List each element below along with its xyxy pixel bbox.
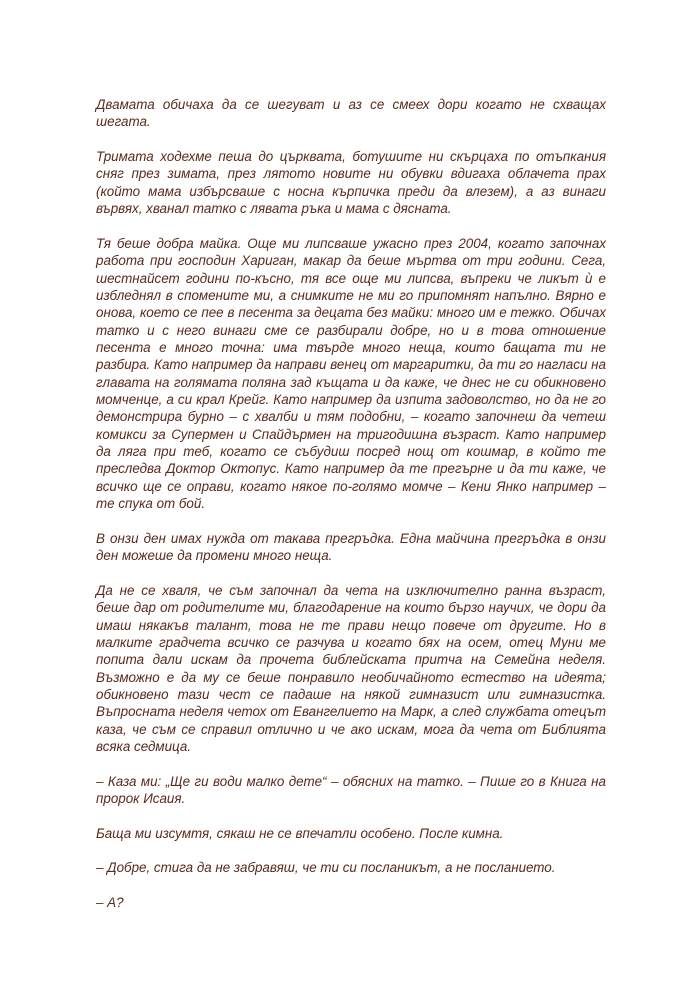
paragraph-1: Двамата обичаха да се шегуват и аз се смеех дори когато не схващах шегата. — [96, 97, 606, 130]
body-text — [96, 96, 606, 929]
paragraph-8: – Добре, стига да не забравяш, че ти си посланикът, а не посланието. — [96, 860, 556, 876]
paragraph-2: Тримата ходехме пеша до църквата, ботушите ни скърцаха по отъпкания сняг през зимата, през лятото новите ни обувки вдигаха облачета прах (който мама избърсваше с носна кърпичка преди да влезем), а аз винаги вървях, хванал татко с лявата ръка и мама с дясната. — [96, 149, 606, 217]
paragraph-7: Баща ми изсумтя, сякаш не се впечатли особено. После кимна. — [96, 825, 504, 841]
paragraph-4: В онзи ден имах нужда от такава прегръдка. Една майчина прегръдка в онзи ден можеше да промени много неща. — [96, 530, 606, 564]
paragraph-5: Да не се хваля, че съм започнал да чета на изключително ранна възраст, беше дар от родителите ми, благодарение на които бързо научих, че дори да имаш някакъв талант, това не те прави нещо повече от другите. Но в малките градчета всичко се разчува и когато бях на осем, отец Муни ме попита дали искам да прочета библейската притча на Семейна неделя. Възможно е да му се беше понравило необичайното естество на идеята; обикновено тази чест се падаше на някой гимназист или гимназистка. Въпросната неделя четох от Евангелието на Марк, а след службата отецът каза, че съм се справил отлично и че ако искам, мога да чета от Библията всяка седмица. — [96, 582, 606, 754]
paragraph-6: – Каза ми: „Ще ги води малко дете“ – обясних на татко. – Пише го в Книга на пророк Исаия. — [96, 773, 606, 806]
paragraph-9: – А? — [96, 895, 124, 911]
paragraph-3: Тя беше добра майка. Още ми липсваше ужасно през 2004, когато започнах работа при господин Хариган, макар да беше мъртва от три години. Сега, шестнайсет години по-късно, тя все още ми липсва, въпреки че ликът ѝ е избледнял в спомените ми, а снимките не ми го припомнят напълно. Вярно е онова, което се пее в песента за децата без майки: много им е тежко. Обичах татко и с него винаги сме се разбирали добре, но и в това отношение песента е много точна: има твърде много неща, които бащата ти не разбира. Като например да направи венец от маргаритки, да ти го нагласи на главата на голямата поляна зад къщата и да каже, че днес не си обикновено момченце, а си крал Крейг. Като например да изпита задоволство, но да не го демонстрира бурно – с хвалби и тям подобни, – когато започнеш да четеш комикси за Супермен и Спайдърмен на тригодишна възраст. Като например да ляга при теб, когато се събудиш посред нощ от кошмар, в който те преследва Доктор Октопус. Като например да те прегърне и да ти каже, че всичко ще се оправи, когато някое по-голямо момче – Кени Янко например – те спука от бой. — [96, 235, 606, 511]
